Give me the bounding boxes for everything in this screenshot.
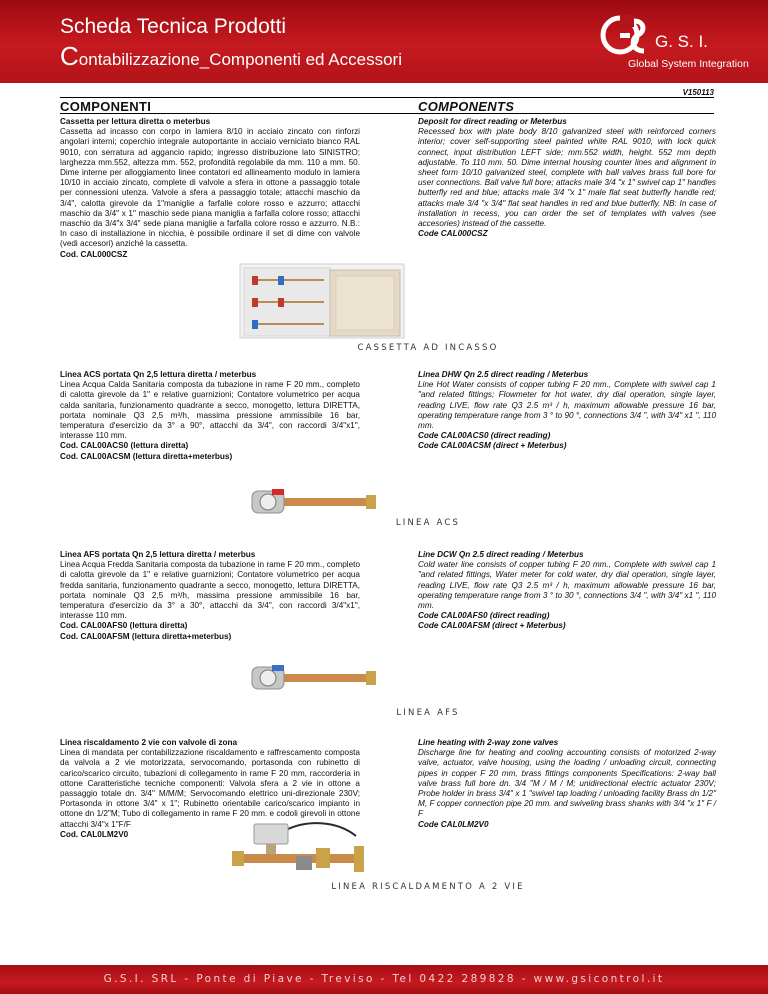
item-code: Code CAL00ACSM (direct + Meterbus) bbox=[418, 441, 567, 451]
section-title-en: COMPONENTS bbox=[418, 99, 515, 114]
recessed-box-photo-icon bbox=[238, 262, 406, 340]
item-body: Linea Acqua Calda Sanitaria composta da tubazione in rame F 20 mm., completo di calotta girevole da 1" e relative guarnizioni; Contatore volumetrico per acqua calda sanitaria, funzionamento quadrante a secco, monogetto, lettura DIRETTA, portata nominale Q3 2,5 m³/h, massima pressione ammissibile 16 bar, temperatura d'esercizio da 3° a 90°, attacchi da 3/4", con raccordi 3/4"x1", interasse 110 mm. bbox=[60, 380, 360, 441]
header-subtitle bbox=[60, 41, 402, 72]
item-title: Line DCW Qn 2.5 direct reading / Meterbus bbox=[418, 550, 584, 559]
item-code: Code CAL00ACS0 (direct reading) bbox=[418, 431, 551, 441]
item-body: Linea di mandata per contabilizzazione riscaldamento e raffrescamento composta da valvola a 2 vie motorizzata, servocomando, portasonda con rubinetto di carico/scarico circuito, tubazioni di collegamento in rame F 20 mm, raccorderia in ottone Caratteristiche tecniche componenti: Valvola sfera a 2 vie in ottone a passaggio totale dn. 3/4" M/M/M; Servocomando elettrico uni-direzionale 230V; Portasonda in ottone 3/4" x 1"; Rubinetto orientabile carico/scarico impianto in ottone dn 1/2"M; Tubo di collegamento in rame F 20 mm. e codoli girevoli in ottone attacchi 3/4"x 1"F/F bbox=[60, 748, 360, 829]
divider bbox=[60, 113, 714, 114]
item-code: Cod. CAL00ACSM (lettura diretta+meterbus) bbox=[60, 451, 233, 461]
item-code: Cod. CAL00AFS0 (lettura diretta) bbox=[60, 621, 188, 631]
image-caption: LINEA RISCALDAMENTO A 2 VIE bbox=[331, 882, 525, 892]
header-subtitle-rest: ontabilizzazione_Componenti ed Accessori bbox=[78, 50, 402, 69]
header-banner bbox=[0, 0, 768, 83]
item-title: Linea riscaldamento 2 vie con valvole di zona bbox=[60, 738, 238, 747]
item-code: Code CAL00AFS0 (direct reading) bbox=[418, 611, 550, 621]
item-body: Cold water line consists of copper tubing F 20 mm., Complete with swivel cap 1 "and related fittings, Water meter for cold water, dry dial operation, single layer, reading LIVE, flow rate Q3 2.5 m³ / h, maximum allowable pressure 16 bar, operating temperature range from 3 ° to 30 °, connections 3/4 ", with 3/4" x1 ", 110 mm. bbox=[418, 560, 716, 611]
section-title-it: COMPONENTI bbox=[60, 99, 152, 114]
image-caption: LINEA ACS bbox=[395, 518, 461, 528]
footer-banner bbox=[0, 965, 768, 994]
item-code: Cod. CAL00ACS0 (lettura diretta) bbox=[60, 441, 189, 451]
item-description-it bbox=[60, 117, 360, 260]
item-title: Linea AFS portata Qn 2,5 lettura diretta / meterbus bbox=[60, 550, 256, 559]
item-code: Code CAL00AFSM (direct + Meterbus) bbox=[418, 621, 566, 631]
item-description-en bbox=[418, 550, 716, 632]
divider bbox=[60, 97, 714, 98]
item-title: Cassetta per lettura diretta o meterbus bbox=[60, 117, 211, 126]
item-code: Code CAL000CSZ bbox=[418, 229, 488, 239]
item-description-en bbox=[418, 370, 716, 452]
image-caption: LINEA AFS bbox=[396, 708, 460, 718]
item-body: Recessed box with plate body 8/10 galvanized steel with reinforced corners interior; cover self-supporting steel painted white RAL 9010, with lock quick connect, input distribution LEFT side; mm.552 width, height. 552 mm depth adjustable. To 110 mm. 50. Dime internal housing counter lines and alignment in sheet form 10/10 galvanized steel, complete with ball valves brass full bore for user connections. Ball valve full bore; attacks male 3/4 "x 1" swivel cap 1" handles butterfly red and blue; attacks male 3/4 "x 1" male flat seat butterfly handle red; attacks male 3/4 "x 3/4" flat seat handles in red and blue butterfly. NB: In case of installation in recess, you can order the set of templates with valves (see accesories) instead of the cassette. bbox=[418, 127, 716, 229]
item-code: Cod. CAL0LM2V0 bbox=[60, 829, 129, 839]
hot-water-line-photo-icon bbox=[248, 483, 378, 521]
item-title: Line heating with 2-way zone valves bbox=[418, 738, 559, 747]
item-body: Discharge line for heating and cooling accounting consists of motorized 2-way valve, actuator, valve housing, using the loading / unloading circuit, connecting pipes in copper F 20 mm, brass fittings components Specifications: 2-way ball valve brass full bore dn. 3/4 "M / M / M; unidirectional electric actuator 230V; Probe holder in brass 3/4" x 1 "swivel tap loading / unloading facility Brass dn 1/2" M, F copper connection pipe 20 mm. and swiveling brass shanks with 3/4 "x 1" F / F bbox=[418, 748, 716, 819]
logo-tagline: Global System Integration bbox=[628, 58, 749, 70]
document-code: V150113 bbox=[682, 88, 714, 97]
logo-name: G. S. I. bbox=[655, 32, 708, 51]
item-title: Linea DHW Qn 2.5 direct reading / Meterbus bbox=[418, 370, 589, 379]
item-code: Cod. CAL00AFSM (lettura diretta+meterbus) bbox=[60, 631, 232, 641]
item-code: Cod. CAL000CSZ bbox=[60, 249, 128, 259]
item-code: Code CAL0LM2V0 bbox=[418, 819, 489, 829]
heating-line-photo-icon bbox=[226, 818, 386, 878]
item-title: Linea ACS portata Qn 2,5 lettura diretta / meterbus bbox=[60, 370, 257, 379]
item-title: Deposit for direct reading or Meterbus bbox=[418, 117, 567, 126]
item-body: Cassetta ad incasso con corpo in lamiera 8/10 in acciaio zincato con rinforzi angolari interni; coperchio integrale autoportante in acciaio verniciato bianco RAL 9010, con serratura ad aggancio rapido; ingresso distribuzione lato SINISTRO; larghezza mm.552, altezza mm. 552, profondità regolabile da mm. 110 a mm. 50. Dime interne per alloggiamento linee contatori ed allineamento modulo in lamiera 10/10 in acciaio zincato, complete di valvole a sfera in ottone a passaggio totale per connessioni utenza. Valvole a sfera a passaggio totale; attacchi maschio da 3/4", calotta girevole da 1"maniglie a farfalle colore rosso e azzurro; attacchi maschio da 3/4" x 1" maschio sede piana maniglia a farfalla colore rosso; attacchi maschio da 3/4"x 3/4" sede piana maniglie a farfalla colore rosso e azzurro. N.B.: In caso di installazione in nicchia, è possibile ordinare il set di dime con valvole (vedi accesori) anziché la cassetta. bbox=[60, 127, 360, 249]
image-caption: CASSETTA AD INCASSO bbox=[357, 343, 499, 353]
item-description-en bbox=[418, 738, 716, 830]
gsi-logo-icon bbox=[600, 13, 650, 57]
item-body: Line Hot Water consists of copper tubing F 20 mm., Complete with swivel cap 1 "and related fittings; Flowmeter for hot water, dry dial operation, single layer, reading LIVE, flow rate Q3 2.5 m³ / h, maximum allowable pressure 16 bar, operating temperature range from 3 ° to 90 °, connections 3/4 ", with 3/4" x1 ", 110 mm. bbox=[418, 380, 716, 431]
item-description-en bbox=[418, 117, 716, 239]
footer-contact: G.S.I. SRL - Ponte di Piave - Treviso - Tel 0422 289828 - www.gsicontrol.it bbox=[103, 973, 665, 985]
header-subtitle-initial: C bbox=[60, 41, 79, 71]
item-body: Linea Acqua Fredda Sanitaria composta da tubazione in rame F 20 mm., completo di calotta girevole da 1" e relative guarnizioni; Contatore volumetrico per acqua fredda sanitaria, funzionamento quadrante a secco, monogetto, lettura DIRETTA, portata nominale Q3 2,5 m³/h, massima pressione ammissibile 16 bar, temperatura d'esercizio da 3° a 30°, attacchi da 3/4", con raccordi 3/4"x1", interasse 110 mm. bbox=[60, 560, 360, 621]
item-description-it bbox=[60, 550, 360, 642]
header-title: Scheda Tecnica Prodotti bbox=[60, 15, 287, 38]
cold-water-line-photo-icon bbox=[248, 658, 378, 698]
item-description-it bbox=[60, 370, 360, 462]
